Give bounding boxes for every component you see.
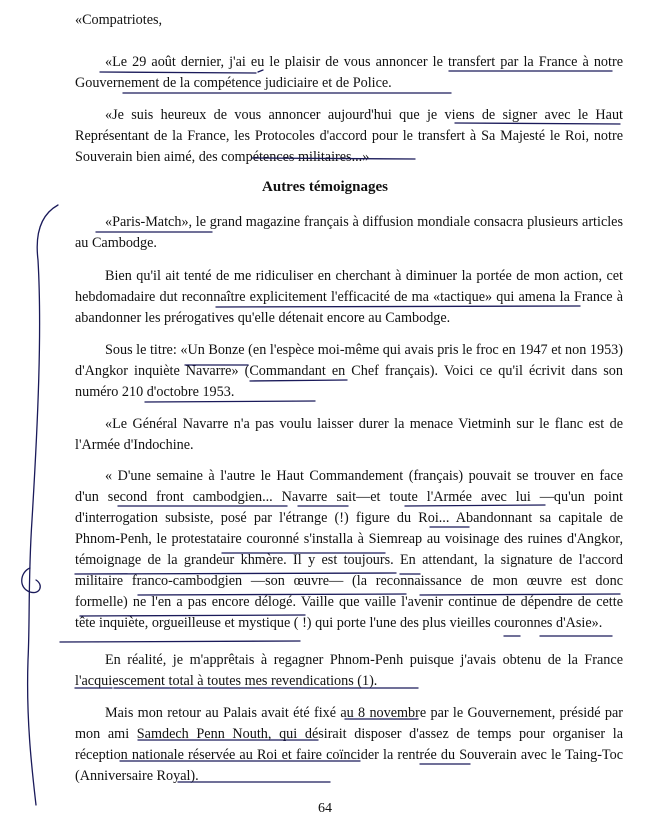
margin-bracket-line — [28, 205, 58, 805]
paragraph-ridicule: Bien qu'il ait tenté de me ridiculiser en cherchant à diminuer la portée de mon action, cet hebdomadaire dut reconnaître explicitement l'efficacité de ma «tactique» qui amena la France à abandonner les prérogatives qu'elle détenait encore au Cambodge. — [75, 268, 623, 326]
paragraph-announcement-police: «Le 29 août dernier, j'ai eu le plaisir de vous annoncer le transfert par la France à notre Gouvernement de la compétence judiciaire et de Police. — [75, 54, 623, 91]
paragraph-long-quote: « D'une semaine à l'autre le Haut Commandement (français) pouvait se trouver en face d'un second front cambodgien... Navarre sait—et toute l'Armée avec lui —qu'un point d'interrogation subsiste, posé par l'étrange (!) figure du Roi... Abandonnant sa capitale de Phnom-Penh, le protestataire couronné s'installa à Siemreap au voisinage des ruines d'Angkor, témoignage de la grandeur khmère. Il y est toujours. En attendant, la signature de l'accord militaire franco-cambodgien —son œuvre— (la reconnaissance de mon œuvre est donc formelle) ne l'en a pas encore délogé. Vaille que vaille l'avenir continue de dépendre de cette tête inquiète, orgueilleuse et mystique ( !) qui porte l'une des plus vieilles couronnes d'Asie». — [75, 468, 623, 631]
page-number: 64 — [318, 801, 332, 816]
paragraph-return-palace: Mais mon retour au Palais avait été fixé au 8 novembre par le Gouvernement, présidé par mon ami Samdech Penn Nouth, qui désirait disposer d'assez de temps pour organiser la réception nationale réservée au Roi et faire coïncider la rentrée du Souverain avec le Taing-Toc (Anniversaire Royal). — [75, 705, 623, 784]
margin-bracket-curl — [22, 568, 41, 593]
paragraph-reality: En réalité, je m'apprêtais à regagner Phnom-Penh puisque j'avais obtenu de la France l'acquiescement total à toutes mes revendications (1). — [75, 652, 623, 689]
paragraph-bonze-title: Sous le titre: «Un Bonze (en l'espèce moi-même qui avais pris le froc en 1947 et non 1953) d'Angkor inquiète Navarre» (Commandant en Chef français). Voici ce qu'il écrivit dans son numéro 210 d'octobre 1953. — [75, 342, 623, 400]
underline-mark — [60, 641, 300, 642]
paragraph-announcement-military: «Je suis heureux de vous annoncer aujourd'hui que je viens de signer avec le Haut Représentant de la France, les Protocoles d'accord pour le transfert à Sa Majesté le Roi, notre Souverain bien aimé, des compétences militaires...» — [75, 107, 623, 165]
paragraph-navarre-quote: «Le Général Navarre n'a pas voulu laisser durer la menace Vietminh sur le flanc est de l'Armée d'Indochine. — [75, 416, 623, 453]
paragraph-paris-match: «Paris-Match», le grand magazine français à diffusion mondiale consacra plusieurs articles au Cambodge. — [75, 214, 623, 251]
section-heading: Autres témoignages — [262, 179, 388, 195]
paragraph-salutation: «Compatriotes, — [75, 12, 163, 28]
